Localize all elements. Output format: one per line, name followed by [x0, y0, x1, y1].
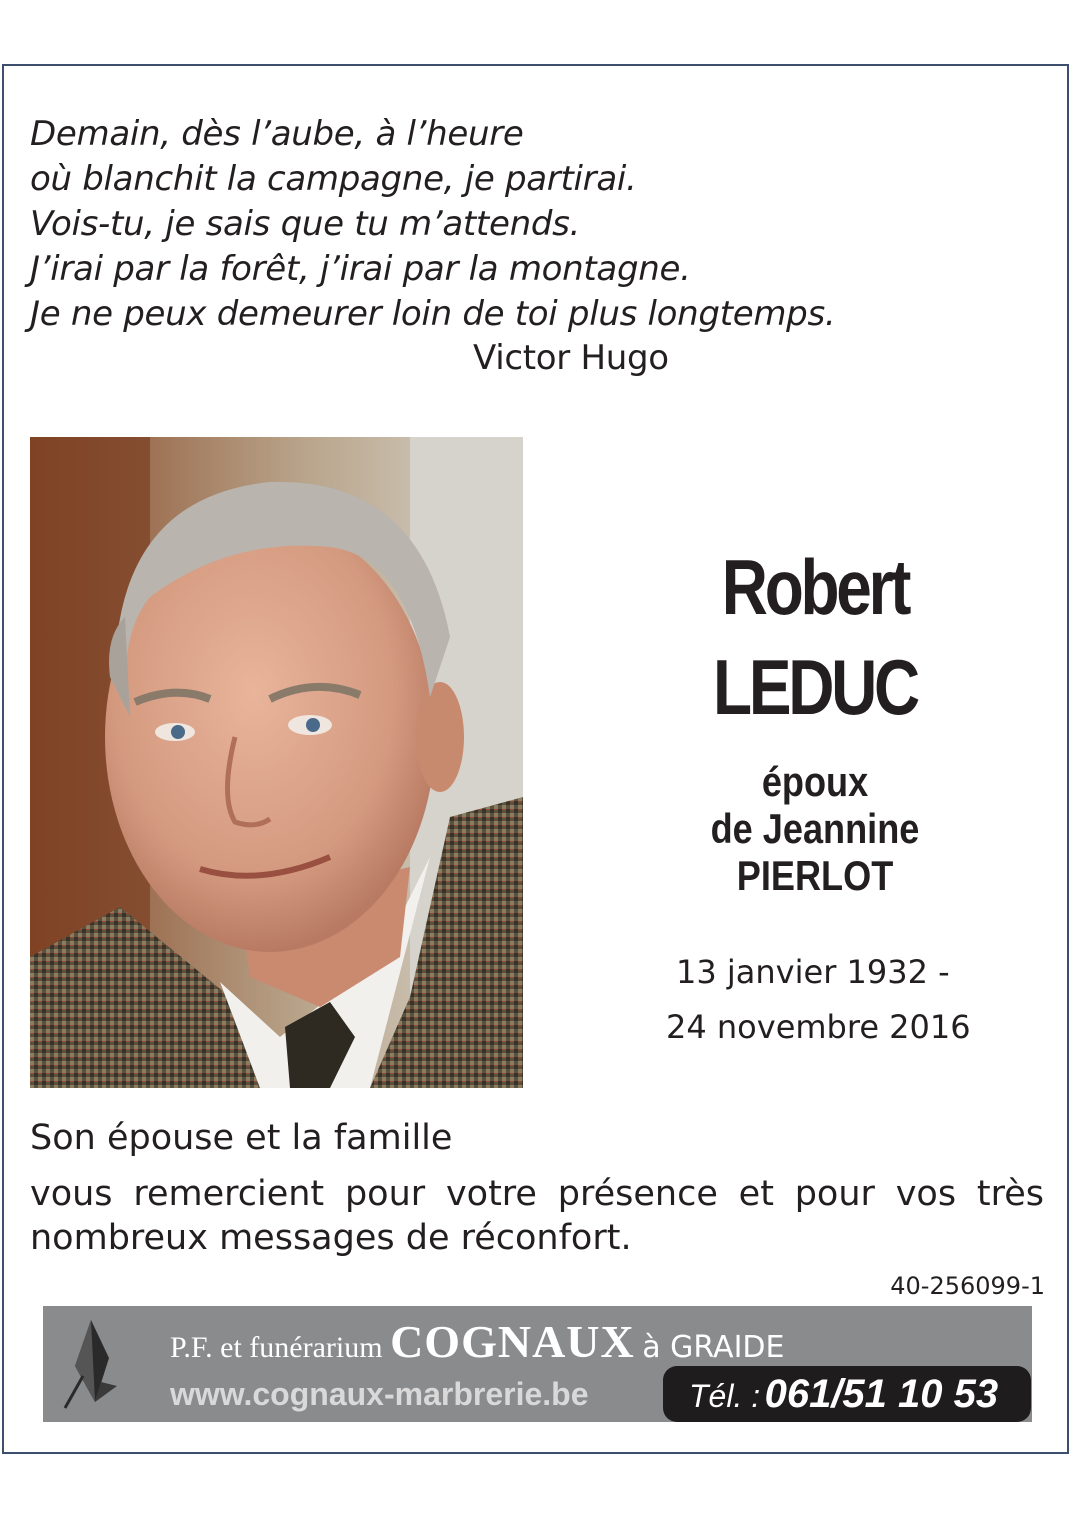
spouse-line: de Jeannine [710, 805, 920, 852]
spouse-line: époux [761, 758, 869, 805]
thanks-line-1: Son épouse et la famille [30, 1118, 453, 1158]
birth-date: 13 janvier 1932 - [676, 953, 950, 991]
thanks-line-2-wrapper [30, 1172, 1044, 1216]
death-date: 24 novembre 2016 [666, 1008, 971, 1046]
poem-line: Vois-tu, je sais que tu m’attends. [30, 204, 581, 244]
deceased-last-name: LEDUC [713, 643, 917, 731]
phone-box[interactable] [663, 1366, 1031, 1422]
funeral-home-banner [43, 1306, 1032, 1422]
thanks-line-3: nombreux messages de réconfort. [30, 1218, 632, 1258]
poem [30, 112, 835, 337]
diamond-quill-logo-icon [61, 1316, 121, 1412]
website-link[interactable]: www.cognaux-marbrerie.be [170, 1376, 589, 1412]
poem-author: Victor Hugo [473, 338, 669, 378]
reference-number: 40-256099-1 [890, 1272, 1045, 1300]
portrait-photo [30, 437, 523, 1088]
spouse-block [630, 758, 1000, 899]
spouse-line: PIERLOT [736, 852, 894, 899]
deceased-first-name: Robert [721, 543, 909, 631]
poem-line: Je ne peux demeurer loin de toi plus longtemps. [30, 294, 836, 334]
company-line [170, 1316, 785, 1368]
thanks-line-2: vous remercient pour votre présence et pour vos très [30, 1174, 1044, 1214]
poem-line: Demain, dès l’aube, à l’heure [30, 114, 524, 154]
company-location: à GRAIDE [642, 1330, 785, 1365]
phone-number: 061/51 10 53 [764, 1372, 999, 1416]
company-name: COGNAUX [390, 1316, 635, 1367]
poem-line: où blanchit la campagne, je partirai. [30, 159, 637, 199]
phone-label: Tél. : [689, 1378, 761, 1414]
company-prefix: P.F. et funérarium [170, 1331, 383, 1364]
poem-line: J’irai par la forêt, j’irai par la montagne. [30, 249, 691, 289]
